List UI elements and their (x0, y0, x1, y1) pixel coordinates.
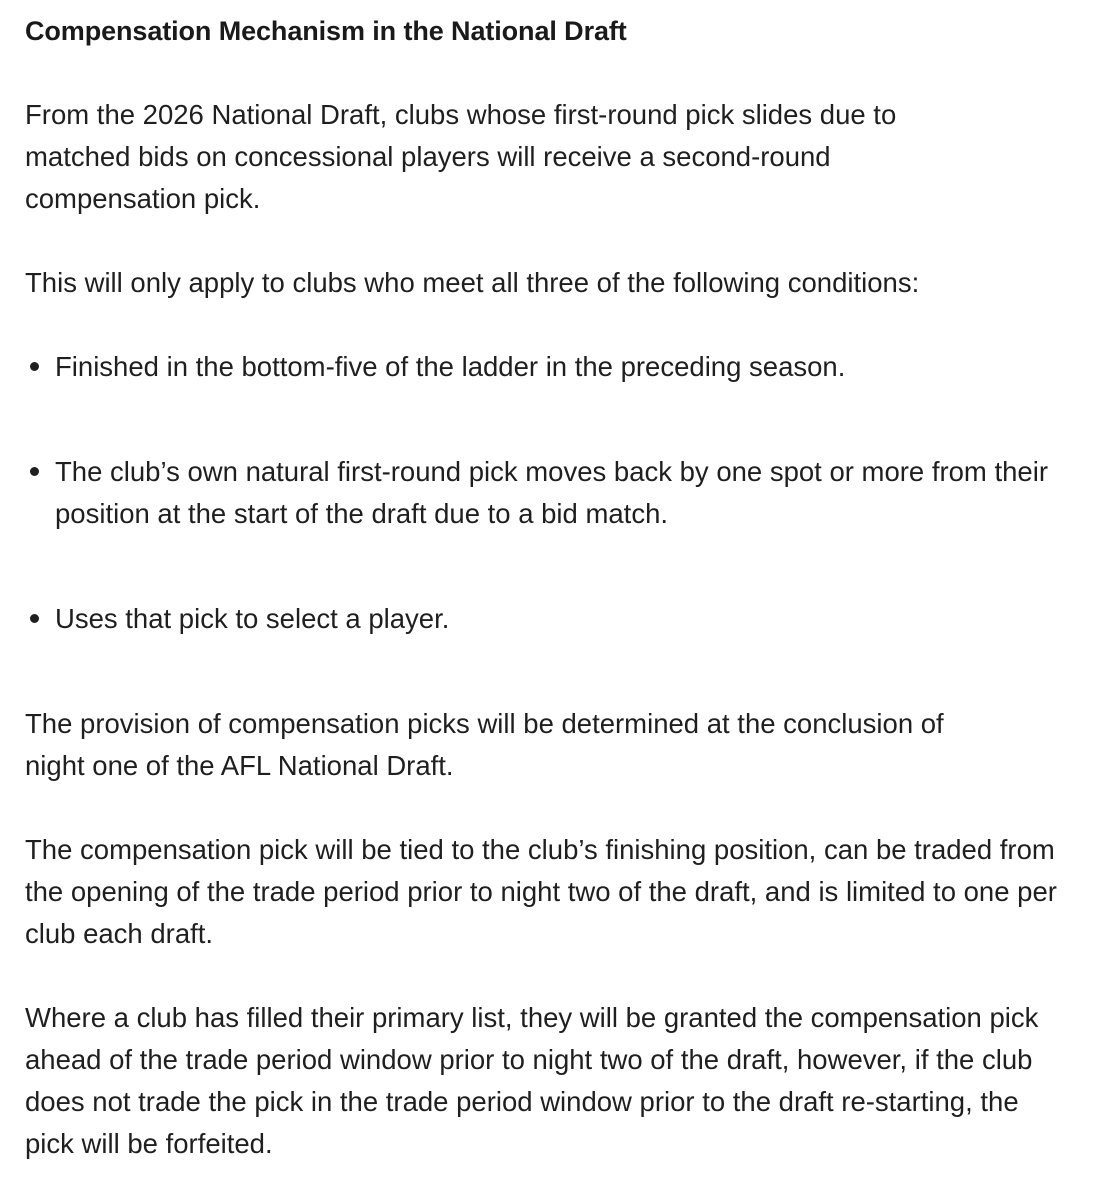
condition-item-uses-pick (25, 598, 1085, 640)
provision-paragraph: The provision of compensation picks will be determined at the conclusion of night one of the AFL National Draft. (25, 708, 944, 781)
document-title: Compensation Mechanism in the National Draft (25, 16, 627, 46)
conditions-lead-paragraph: This will only apply to clubs who meet all three of the following conditions: (25, 267, 920, 298)
condition-text: Finished in the bottom-five of the ladder in the preceding season. (55, 351, 846, 382)
forfeit-paragraph: Where a club has filled their primary list, they will be granted the compensation pick ahead of the trade period window prior to night two of the draft, however, if the club does not trade the pick in the trade period window prior to the draft re-starting, the pick will be forfeited. (25, 1002, 1039, 1159)
tied-pick-paragraph: The compensation pick will be tied to the club’s finishing position, can be traded from the opening of the trade period prior to night two of the draft, and is limited to one per club each draft. (25, 834, 1057, 949)
condition-item-pick-moves-back (25, 451, 1085, 535)
bullet-dot-icon (30, 362, 39, 371)
condition-text: The club’s own natural first-round pick moves back by one spot or more from their position at the start of the draft due to a bid match. (55, 456, 1048, 529)
bullet-dot-icon (30, 614, 39, 623)
bullet-dot-icon (30, 467, 39, 476)
intro-paragraph: From the 2026 National Draft, clubs whose first-round pick slides due to matched bids on concessional players will receive a second-round compensation pick. (25, 99, 897, 214)
condition-item-bottom-five (25, 346, 1085, 388)
condition-text: Uses that pick to select a player. (55, 603, 450, 634)
